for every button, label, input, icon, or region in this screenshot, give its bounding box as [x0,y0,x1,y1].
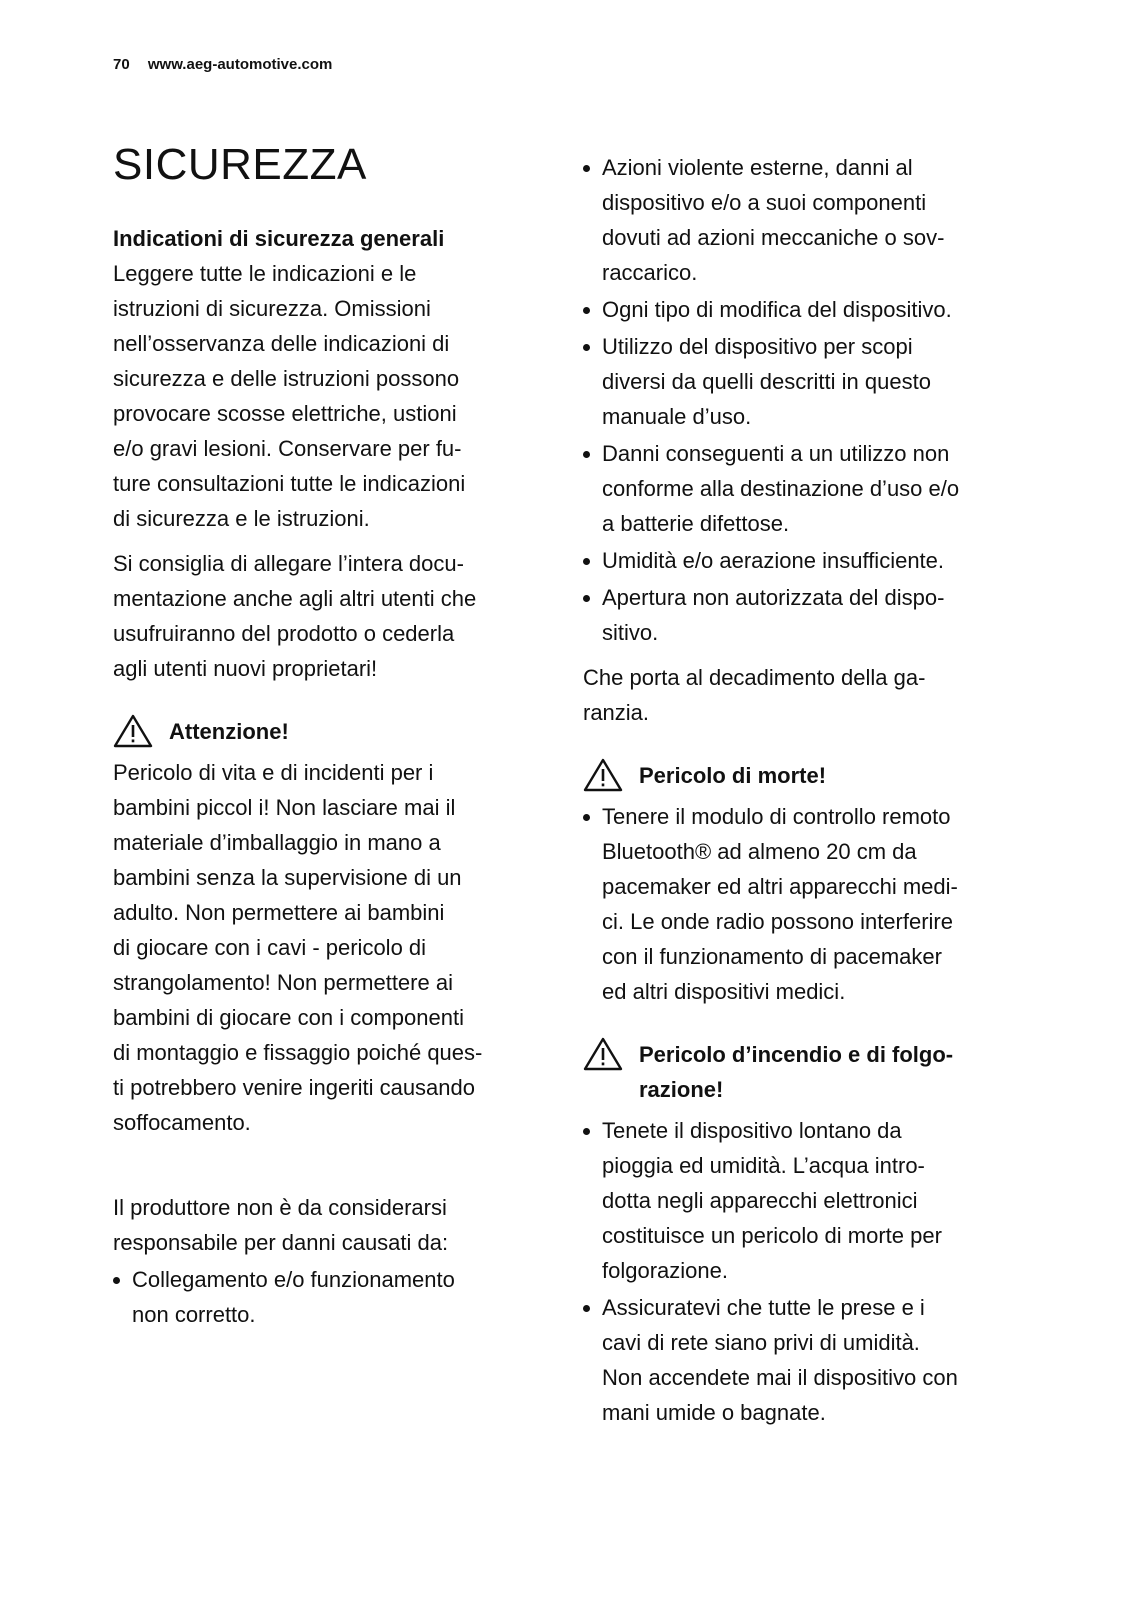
intro-paragraph: Leggere tutte le indicazioni e le istruzioni di sicurezza. Omissioni nell’osservanza delle indicazioni di sicurezza e delle istruzioni possono provocare scosse elettriche, ustioni e/o gravi lesioni. Conservare per fu- ture consultazioni tutte le indicazioni di sicurezza e le istruzioni. [113,260,466,531]
danger-list [583,799,1023,1009]
list-item: Danni conseguenti a un utilizzo non conforme alla destinazione d’uso e/o a batterie difettose. [583,436,1023,541]
warning-title: Attenzione! [169,718,289,744]
list-item: Apertura non autorizzata del dispo- sitivo. [583,580,1023,650]
warranty-paragraph: Che porta al decadimento della ga- ranzia. [583,665,926,725]
advice-paragraph: Si consiglia di allegare l’intera docu- mentazione anche agli altri utenti che usufruiranno del prodotto o cederla agli utenti nuovi proprietari! [113,550,477,681]
list-item: Tenete il dispositivo lontano da pioggia ed umidità. L’acqua intro- dotta negli apparecchi elettronici costituisce un pericolo di morte per folgorazione. [583,1113,1023,1288]
page-header [113,56,332,73]
warning-heading [113,714,545,749]
danger-heading [583,758,1023,793]
section-subhead: Indicationi di sicurezza generali [113,225,445,251]
page-title: SICUREZZA [113,140,367,189]
fire-title: Pericolo d’incendio e di folgo- razione! [639,1042,954,1102]
danger-title: Pericolo di morte! [639,763,827,788]
list-item: Ogni tipo di modifica del dispositivo. [583,292,1023,327]
website-url: www.aeg-automotive.com [147,56,333,73]
list-item: Azioni violente esterne, danni al dispositivo e/o a suoi componenti dovuti ad azioni meccaniche o sov- raccarico. [583,150,1023,290]
right-column [583,150,1023,1440]
page-number: 70 [113,56,130,73]
list-item: Tenere il modulo di controllo remoto Bluetooth® ad almeno 20 cm da pacemaker ed altri apparecchi medi- ci. Le onde radio possono interferire con il funzionamento di pacemaker ed altri dispositivi medici. [583,799,1023,1009]
list-item: Collegamento e/o funzionamento non corretto. [113,1262,545,1332]
warning-triangle-icon [113,714,153,748]
list-item: Umidità e/o aerazione insufficiente. [583,543,1023,578]
liability-paragraph: Il produttore non è da considerarsi responsabile per danni causati da: [113,1194,449,1255]
liability-list-left [113,1262,545,1332]
fire-list [583,1113,1023,1430]
list-item: Utilizzo del dispositivo per scopi diversi da quelli descritti in questo manuale d’uso. [583,329,1023,434]
list-item: Assicuratevi che tutte le prese e i cavi di rete siano privi di umidità. Non accendete mai il dispositivo con mani umide o bagnate. [583,1290,1023,1430]
left-column [113,140,545,1342]
fire-heading [583,1037,1023,1107]
warning-triangle-icon [583,758,623,792]
liability-list-right [583,150,1023,650]
warning-triangle-icon [583,1037,623,1071]
warning-paragraph: Pericolo di vita e di incidenti per i bambini piccol i! Non lasciare mai il materiale d’imballaggio in mano a bambini senza la supervisione di un adulto. Non permettere ai bambini di giocare con i cavi - pericolo di strangolamento! Non permettere ai bambini di giocare con i componenti di montaggio e fissaggio poiché ques- ti potrebbero venire ingeriti causando soffocamento. [113,759,483,1135]
